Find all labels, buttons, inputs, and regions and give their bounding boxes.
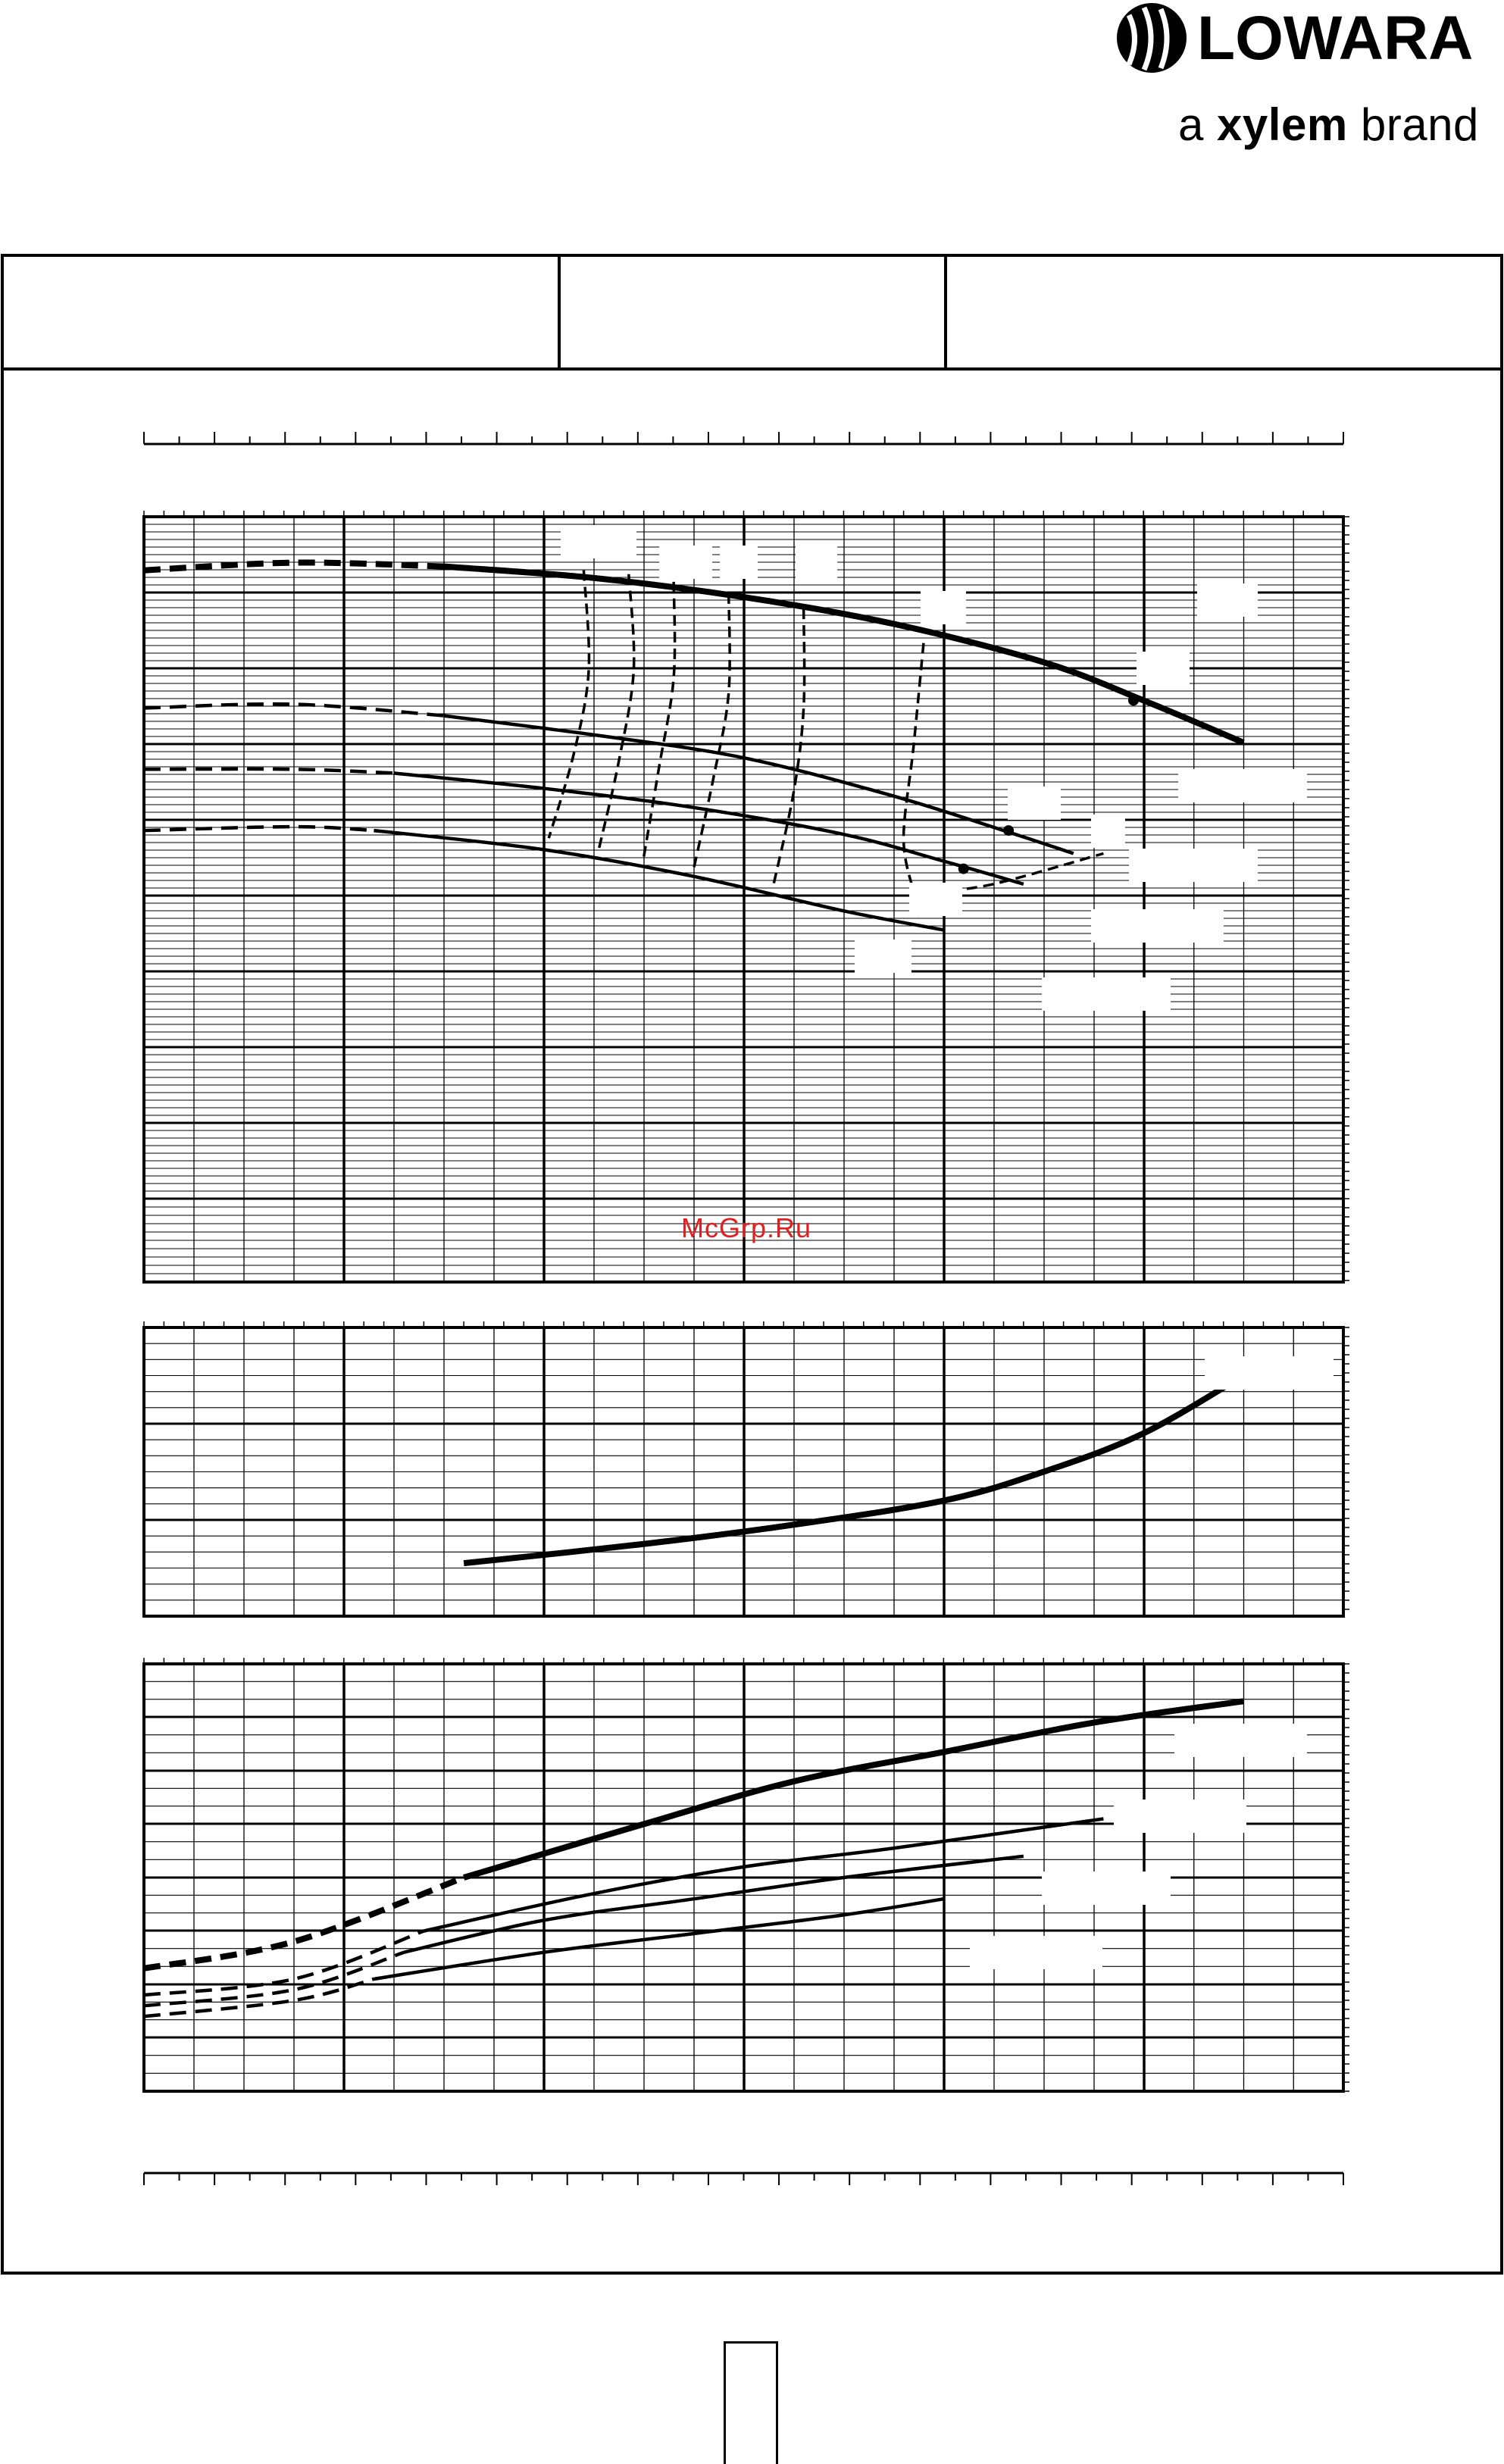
label-box <box>921 591 966 624</box>
label-box <box>659 546 712 579</box>
label-box <box>855 940 911 973</box>
label-box <box>561 525 636 558</box>
label-box <box>1042 1871 1171 1905</box>
label-box <box>1042 977 1171 1011</box>
label-box <box>970 1936 1102 1969</box>
header-cell-2 <box>559 255 946 369</box>
label-box <box>1114 1800 1246 1833</box>
efficiency-line <box>549 571 589 838</box>
duty-point <box>958 864 969 874</box>
label-box <box>1129 849 1258 882</box>
drop-icon <box>1117 3 1187 73</box>
label-box <box>909 883 962 916</box>
label-box <box>1178 769 1307 802</box>
power-power-2 <box>424 1818 1103 1931</box>
power-power-1 <box>464 1701 1243 1878</box>
label-box <box>1137 652 1190 685</box>
tagline-xylem: xylem <box>1217 99 1348 150</box>
label-box <box>1197 583 1258 617</box>
logo-wordmark: LOWARA <box>1197 4 1474 73</box>
npsh-chart-grid <box>144 1321 1349 1616</box>
label-box <box>1091 909 1224 943</box>
duty-point <box>1003 825 1014 836</box>
tagline-suffix: brand <box>1347 99 1479 150</box>
head-chart-grid <box>144 511 1349 1282</box>
label-box <box>720 546 758 579</box>
head-curve-3-dashed <box>144 769 394 773</box>
header-cell-3 <box>946 255 1502 369</box>
label-box <box>1174 1724 1307 1757</box>
header-row <box>0 255 1504 369</box>
npsh-npsh <box>464 1376 1243 1564</box>
power-power-1-dashed <box>144 1878 464 1968</box>
brand-tagline <box>1178 98 1479 151</box>
watermark: McGrp.Ru <box>681 1212 812 1243</box>
label-box <box>796 546 837 579</box>
label-box <box>1091 815 1125 848</box>
label-box <box>1205 1356 1334 1390</box>
bottom-flow-scale <box>144 2173 1343 2185</box>
label-box <box>1008 786 1061 820</box>
tagline-prefix: a <box>1178 99 1218 150</box>
header-cell-1 <box>0 255 559 369</box>
npsh-chart <box>464 1376 1243 1564</box>
page-number-box <box>724 2341 778 2464</box>
duty-point <box>1128 695 1139 705</box>
top-flow-scale <box>144 432 1343 444</box>
